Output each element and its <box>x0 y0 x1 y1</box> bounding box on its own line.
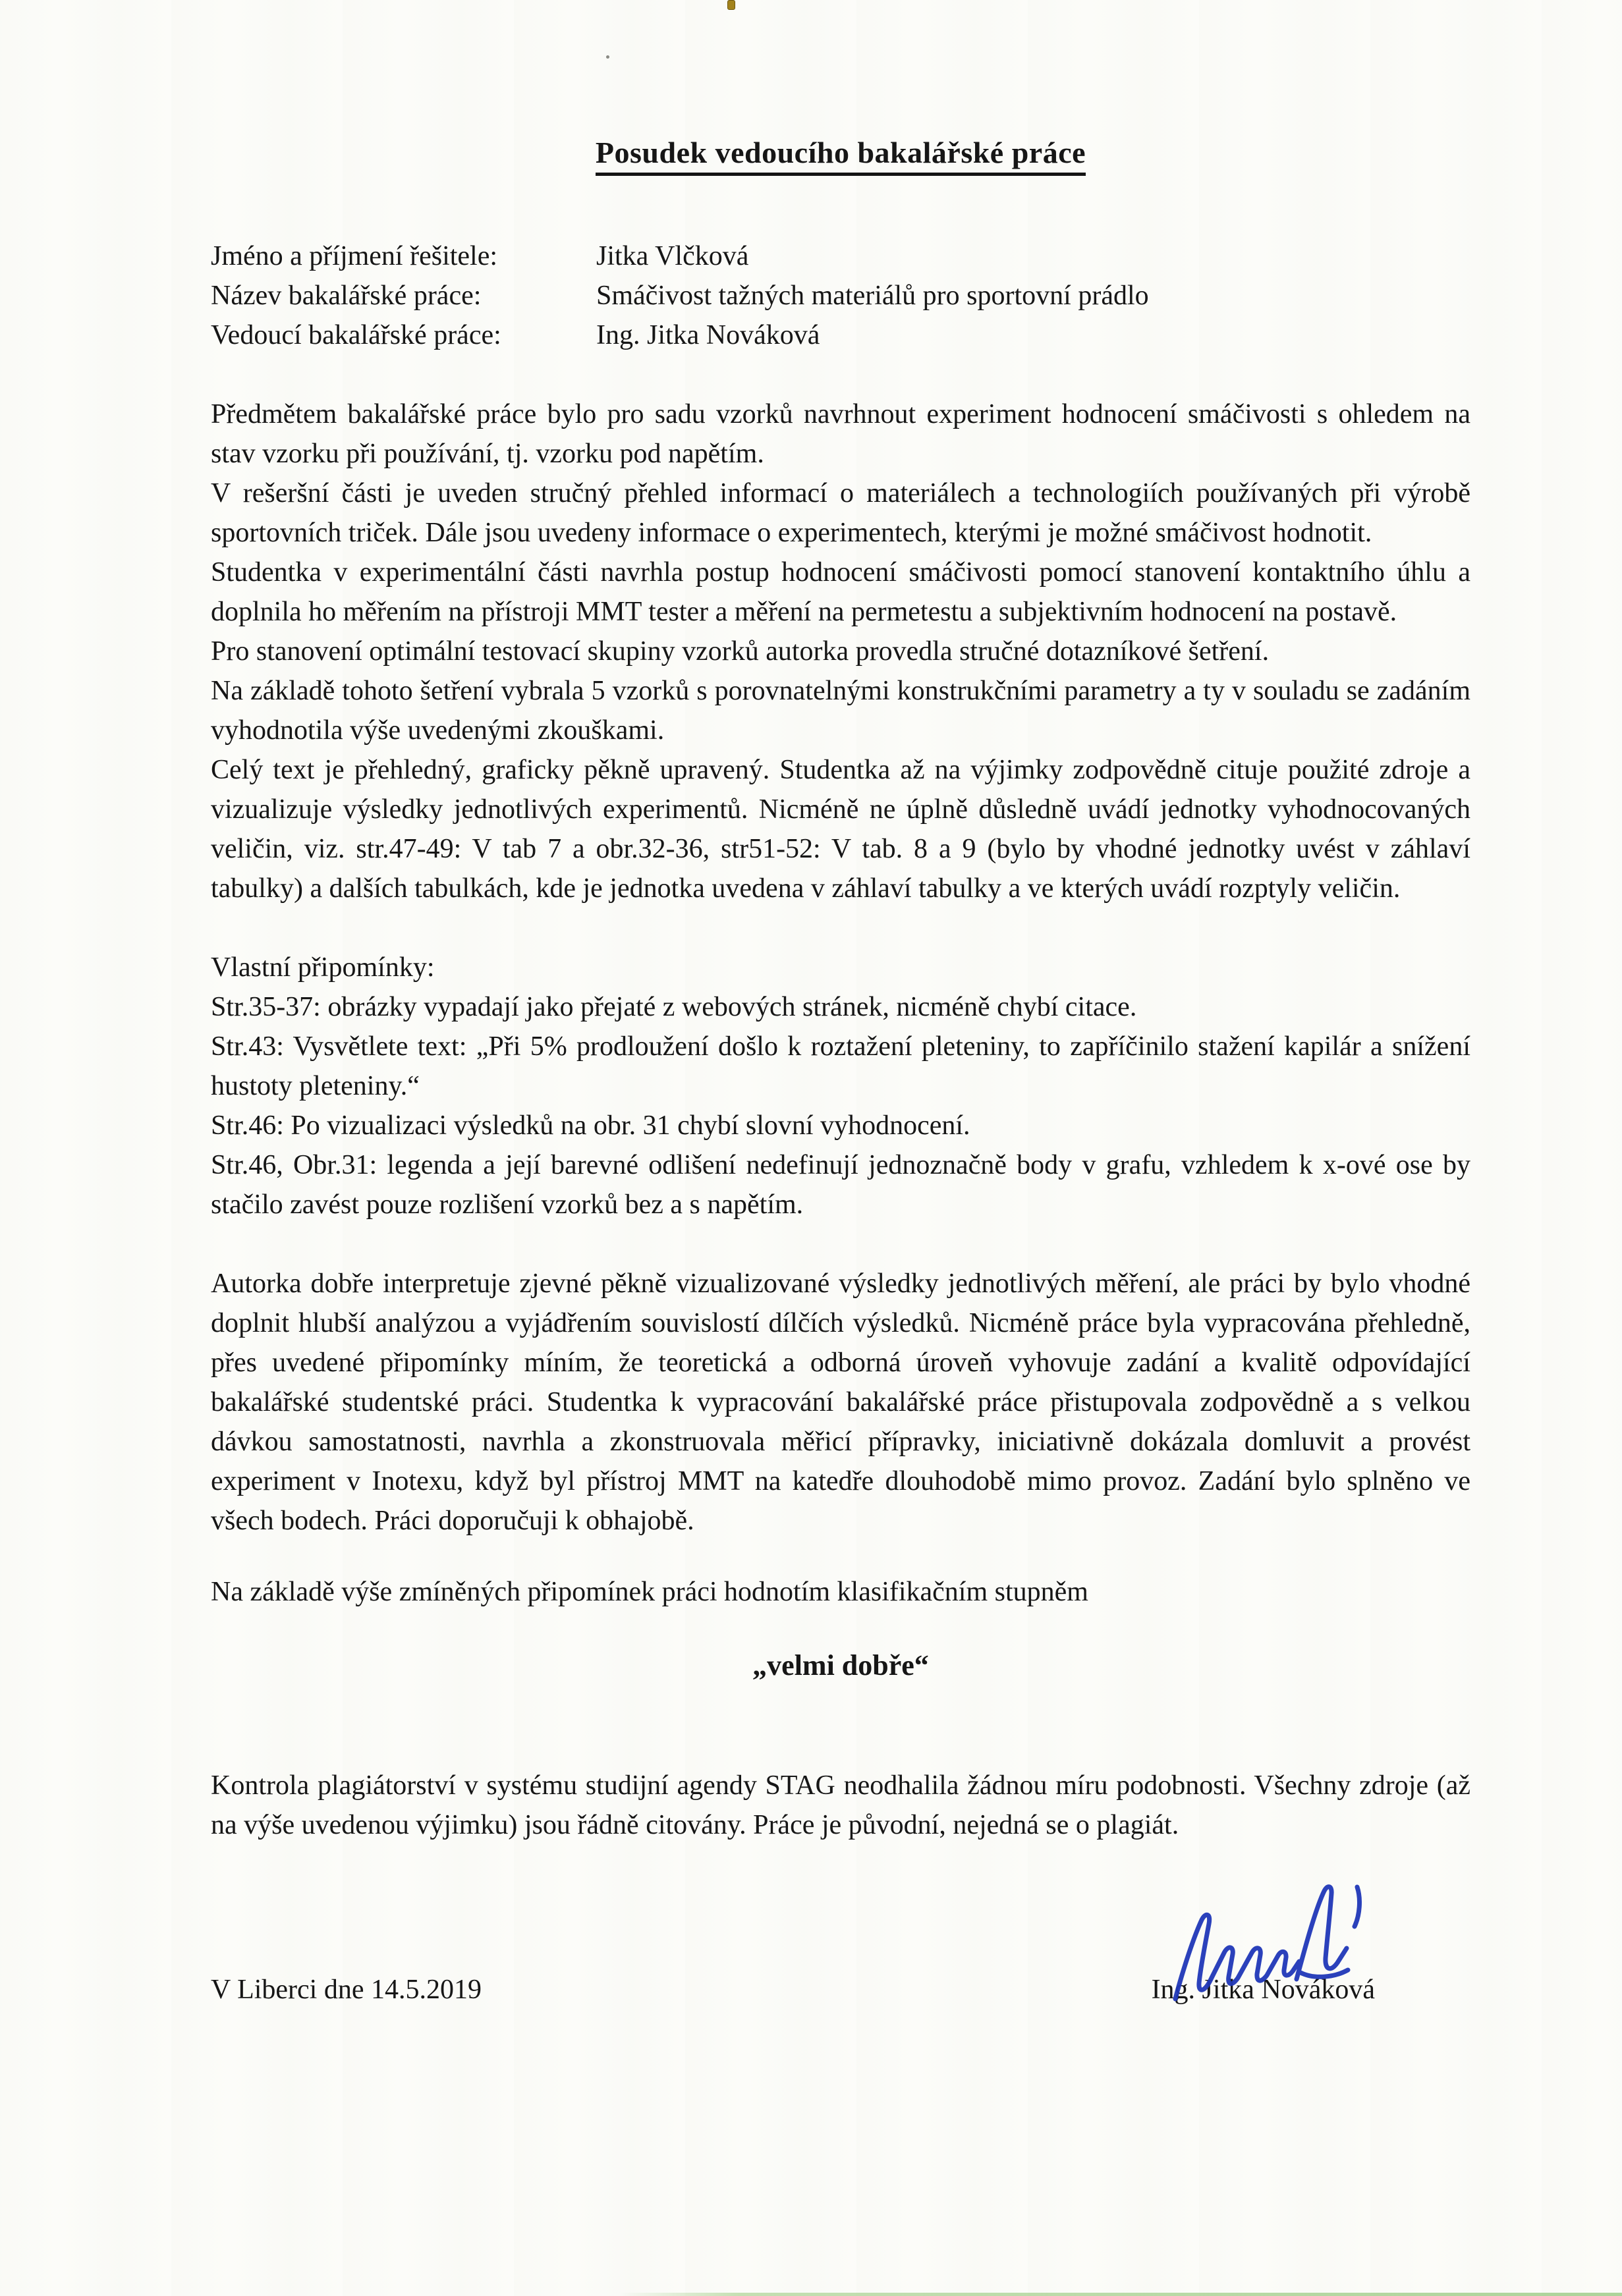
body-paragraph: Na základě tohoto šetření vybrala 5 vzorků s porovnatelnými konstrukčními parametry a ty v souladu se zadáním vyhodnotila výše uvedenými zkouškami. <box>211 676 1470 746</box>
body-paragraph: Studentka v experimentální části navrhla postup hodnocení smáčivosti pomocí stanovení kontaktního úhlu a doplnila ho měřením na přístroji MMT tester a měření na permetestu a subjektivním hodnocení na postavě. <box>211 557 1470 627</box>
scan-artifact-dot <box>727 0 735 10</box>
footer-row <box>211 1970 1470 2009</box>
body-paragraph: Předmětem bakalářské práce bylo pro sadu vzorků navrhnout experiment hodnocení smáčivosti s ohledem na stav vzorku při používání, tj. vzorku pod napětím. <box>211 399 1470 469</box>
scan-artifact-bottom-line <box>619 2293 1622 2296</box>
scan-artifact-speck <box>606 55 609 59</box>
field-value-supervisor: Ing. Jitka Nováková <box>596 320 820 350</box>
assessment-paragraph: Autorka dobře interpretuje zjevné pěkně vizualizované výsledky jednotlivých měření, ale práci by bylo vhodné doplnit hlubší analýzou a vyjádřením souvislostí dílčích výsledků. Nicméně práce byla vypracována přehledně, přes uvedené připomínky míním, že teoretická a odborná úroveň vyhovuje zadání a kvalitě odpovídající bakalářské studentské práci. Studentka k vypracování bakalářské práce přistupovala zodpovědně a s velkou dávkou samostatnosti, navrhla a zkonstruovala měřicí přípravky, iniciativně dokázala domluvit a provést experiment v Inotexu, když byl přístroj MMT na katedře dlouhodobě mimo provoz. Zadání bylo splněno ve všech bodech. Práci doporučuji k obhajobě. <box>211 1269 1470 1536</box>
grade-intro-line: Na základě výše zmíněných připomínek práci hodnotím klasifikačním stupněm <box>211 1577 1088 1607</box>
remarks-heading: Vlastní připomínky: <box>211 952 435 983</box>
remark-item: Str.46, Obr.31: legenda a její barevné odlišení nedefinují jednoznačně body v grafu, vzhledem k x-ové ose by stačilo zavést pouze rozlišení vzorků bez a s napětím. <box>211 1150 1470 1220</box>
grade-value: „velmi dobře“ <box>752 1649 929 1681</box>
field-row-thesis-title <box>211 276 1470 315</box>
field-label-author: Jméno a příjmení řešitele: <box>211 241 498 271</box>
field-label-supervisor: Vedoucí bakalářské práce: <box>211 320 501 350</box>
place-date: V Liberci dne 14.5.2019 <box>211 1975 482 2005</box>
signer-name: Ing. Jitka Nováková <box>1151 1975 1375 2005</box>
field-value-author: Jitka Vlčková <box>596 241 749 271</box>
field-label-thesis-title: Název bakalářské práce: <box>211 281 482 311</box>
body-paragraph: Celý text je přehledný, graficky pěkně upravený. Studentka až na výjimky zodpovědně cituje použité zdroje a vizualizuje výsledky jednotlivých experimentů. Nicméně ne úplně důsledně uvádí jednotky vyhodnocovaných veličin, viz. str.47-49: V tab 7 a obr.32-36, str51-52: V tab. 8 a 9 (bylo by vhodné jednotky uvést v záhlaví tabulky) a dalších tabulkách, kde je jednotka uvedena v záhlaví tabulky a ve kterých uvádí rozptyly veličin. <box>211 755 1470 904</box>
plagiarism-paragraph: Kontrola plagiátorství v systému studijní agendy STAG neodhalila žádnou míru podobnosti. Všechny zdroje (až na výše uvedenou výjimku) jsou řádně citovány. Práce je původní, nejedná se o plagiát. <box>211 1770 1470 1840</box>
field-row-author <box>211 236 1470 276</box>
header-fields <box>211 236 1470 355</box>
body-paragraph: V rešeršní části je uveden stručný přehled informací o materiálech a technologiích používaných při výrobě sportovních triček. Dále jsou uvedeny informace o experimentech, kterými je možné smáčivost hodnotit. <box>211 478 1470 548</box>
remark-item: Str.35-37: obrázky vypadají jako přejaté z webových stránek, nicméně chybí citace. <box>211 992 1137 1022</box>
remark-item: Str.43: Vysvětlete text: „Při 5% prodloužení došlo k roztažení pleteniny, to zapříčinilo stažení kapilár a snížení hustoty pleteniny.“ <box>211 1031 1470 1101</box>
field-value-thesis-title: Smáčivost tažných materiálů pro sportovní prádlo <box>596 281 1149 311</box>
evaluation-paragraphs <box>211 395 1470 908</box>
overall-assessment <box>211 1264 1470 1541</box>
remark-item: Str.46: Po vizualizaci výsledků na obr. 31 chybí slovní vyhodnocení. <box>211 1110 970 1141</box>
field-row-supervisor <box>211 315 1470 355</box>
title-row <box>211 135 1470 176</box>
document-title: Posudek vedoucího bakalářské práce <box>596 135 1086 176</box>
body-paragraph: Pro stanovení optimální testovací skupiny vzorků autorka provedla stručné dotazníkové šetření. <box>211 636 1270 667</box>
remarks-list <box>211 987 1470 1224</box>
